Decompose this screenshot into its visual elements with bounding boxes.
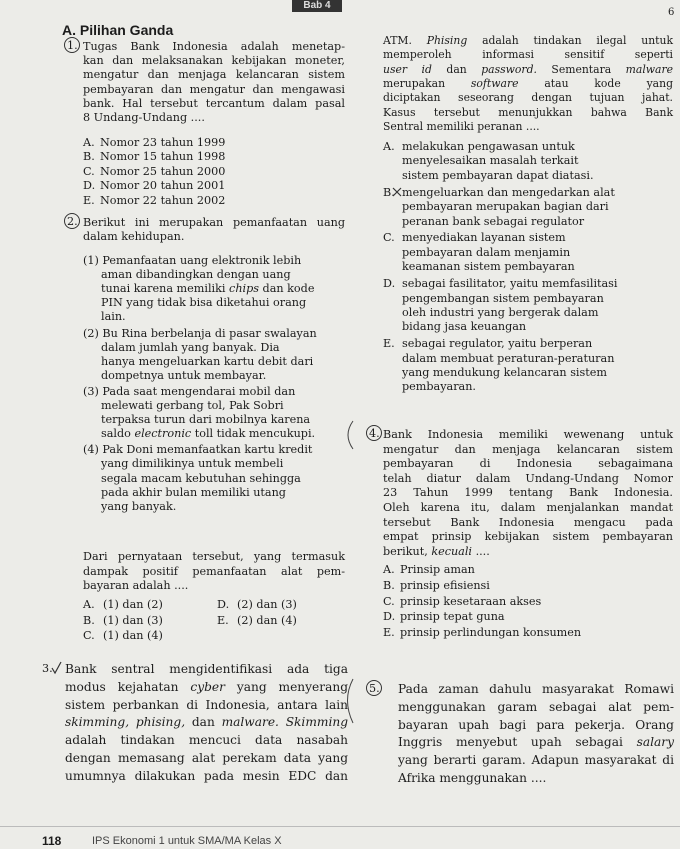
stem-line: kan dan melaksanakan kebijakan moneter, <box>83 54 345 68</box>
stem-line: Pada zaman dahulu masyarakat Romawi <box>398 682 674 696</box>
option-text: bidang jasa keuangan <box>402 320 527 334</box>
stem-line: berikut, kecuali .... <box>383 544 490 558</box>
q3-number: 3. <box>42 662 53 675</box>
option-letter: D. <box>383 277 396 291</box>
statement-line: melewati gerbang tol, Pak Sobri <box>101 399 284 412</box>
option-letter: C. <box>83 629 95 642</box>
answer-option[interactable] <box>217 614 297 628</box>
option-text: prinsip perlindungan konsumen <box>400 626 582 640</box>
stem-line: 23 Tahun 1999 tentang Bank Indonesia. <box>383 486 673 500</box>
stem-line: adalah tindakan mencuci data nasabah <box>65 733 348 748</box>
stem-line: mengatur dan menjaga kelancaran sistem <box>383 442 673 456</box>
option-letter: B. <box>383 578 395 592</box>
statement-line: dompetnya untuk membayar. <box>101 368 267 382</box>
option-text: dalam membuat peraturan-peraturan <box>402 351 615 365</box>
statement-line: yang banyak. <box>101 499 177 513</box>
statement-line: (3) Pada saat mengendarai mobil dan <box>83 384 296 398</box>
chapter-tab: Bab 4 <box>292 0 342 12</box>
statement-line: tunai karena memiliki chips dan kode <box>101 282 315 296</box>
stem-line: Kasus tersebut menunjukkan bahwa Bank <box>383 105 673 119</box>
option-text: pembayaran. <box>402 380 476 394</box>
q4-number: 4. <box>369 427 380 440</box>
statement-line: lain. <box>101 310 126 324</box>
stem-line: mengatur dan menjaga kelancaran sistem <box>83 68 345 82</box>
statement-line: hanya mengeluarkan kartu debit dari <box>101 354 314 368</box>
stem-line: user id dan password. Sementara malware <box>383 62 674 76</box>
option-text: melakukan pengawasan untuk <box>402 140 575 153</box>
stem-line: modus kejahatan cyber yang menyerang <box>65 679 348 694</box>
option-text: Nomor 15 tahun 1998 <box>100 150 226 164</box>
option-letter: E. <box>83 193 95 207</box>
answer-option[interactable] <box>83 629 163 643</box>
stem-line: empat prinsip kebijakan sistem pembayaran <box>383 530 673 544</box>
stem-line: memperoleh informasi sensitif seperti <box>383 48 673 62</box>
answer-option[interactable] <box>83 614 163 628</box>
stem-line: Bank Indonesia memiliki wewenang untuk <box>383 428 673 441</box>
option-text: sebagai fasilitator, yaitu memfasilitasi <box>402 277 618 291</box>
footer-page-number: 118 <box>42 834 62 848</box>
footer-divider <box>0 826 680 827</box>
statement-line: yang dimilikinya untuk membeli <box>101 457 284 471</box>
option-letter: E. <box>383 626 395 640</box>
statement-line: (4) Pak Doni memanfaatkan kartu kredit <box>83 443 313 457</box>
answer-option[interactable] <box>383 595 541 609</box>
option-text: (2) dan (4) <box>237 613 297 627</box>
option-letter: E. <box>217 613 229 627</box>
section-title: A. Pilihan Ganda <box>62 22 174 38</box>
statement-line: pada akhir bulan memiliki utang <box>101 485 286 499</box>
option-text: Nomor 20 tahun 2001 <box>100 179 226 193</box>
option-text: oleh industri yang bergerak dalam <box>402 305 599 319</box>
option-text: (1) dan (2) <box>103 598 163 611</box>
option-text: prinsip tepat guna <box>400 610 505 624</box>
stem-line: dengan memasang alat perekam data yang <box>65 751 348 765</box>
stem-line: Tugas Bank Indonesia adalah menetap- <box>83 40 345 53</box>
option-text: (1) dan (3) <box>103 613 163 627</box>
stem-line: sistem perbankan di Indonesia, antara lain <box>65 697 348 712</box>
option-letter: C. <box>83 164 95 178</box>
b-cross-mark <box>392 187 402 197</box>
option-text: Nomor 25 tahun 2000 <box>100 164 226 178</box>
stem-line: Berikut ini merupakan pemanfaatan uang <box>83 216 345 229</box>
option-letter: D. <box>83 179 96 193</box>
option-text: prinsip kesetaraan akses <box>400 594 542 608</box>
answer-option[interactable] <box>83 165 225 179</box>
answer-option[interactable] <box>83 598 163 612</box>
statement-line: dalam jumlah yang banyak. Dia <box>101 340 280 354</box>
option-letter: D. <box>217 598 230 611</box>
footer-book-title: IPS Ekonomi 1 untuk SMA/MA Kelas X <box>92 835 282 847</box>
stem-line: Inggris menyebut upah sebagai salary <box>398 735 674 750</box>
stem-line: yang berarti garam. Adapun masyarakat di <box>398 753 674 768</box>
stem-line: tersebut Bank Indonesia mengacu pada <box>383 515 673 529</box>
option-letter: C. <box>383 594 395 608</box>
option-letter: D. <box>383 610 396 624</box>
stem-line: pembayaran di Indonesia sebagaimana <box>383 457 673 471</box>
stem-line: bank. Hal tersebut tercantum dalam pasal <box>83 96 345 110</box>
option-text: sebagai regulator, yaitu berperan <box>402 337 593 351</box>
stem-line: telah diatur dalam Undang-Undang Nomor <box>383 471 673 485</box>
statement-line: aman dibandingkan dengan uang <box>101 268 291 282</box>
option-letter: C. <box>383 231 395 245</box>
option-text: (2) dan (3) <box>237 598 297 611</box>
option-text: sistem pembayaran dapat diatasi. <box>402 168 594 182</box>
option-letter: A. <box>383 140 395 153</box>
q2-number: 2. <box>67 215 78 228</box>
corner-mark: 6 <box>668 7 675 18</box>
stem-line: Afrika menggunakan .... <box>398 771 547 785</box>
stem-line: Sentral memiliki peranan .... <box>383 119 540 133</box>
statement-line: saldo electronic toll tidak mencukupi. <box>101 427 316 441</box>
option-text: menyediakan layanan sistem <box>402 231 566 245</box>
option-text: Prinsip aman <box>400 563 475 576</box>
option-text: pembayaran merupakan bagian dari <box>402 200 609 214</box>
q5-number: 5. <box>369 682 380 695</box>
stem-line: Oleh karena itu, dalam menjalankan mandat <box>383 501 673 514</box>
answer-option[interactable] <box>83 136 225 150</box>
stem-line: 8 Undang-Undang .... <box>83 111 205 124</box>
option-letter: A. <box>83 598 95 611</box>
option-text: peranan bank sebagai regulator <box>402 214 585 228</box>
option-letter: B. <box>383 185 395 199</box>
answer-option[interactable] <box>383 626 581 640</box>
answer-option[interactable] <box>383 579 490 593</box>
answer-option[interactable] <box>83 179 225 193</box>
question-line: dampak positif pemanfaatan alat pem- <box>83 564 345 578</box>
option-text: menyelesaikan masalah terkait <box>402 154 579 168</box>
answer-option[interactable] <box>83 150 225 164</box>
option-letter: A. <box>383 563 395 576</box>
stem-line: menggunakan garam sebagai alat pem- <box>398 699 674 714</box>
option-letter: B. <box>83 150 95 164</box>
answer-option[interactable] <box>83 194 225 208</box>
option-letter: B. <box>83 613 95 627</box>
option-text: Nomor 23 tahun 1999 <box>100 136 226 149</box>
option-text: pembayaran dalam menjamin <box>402 245 571 259</box>
statement-line: PIN yang tidak bisa diketahui orang <box>101 296 307 310</box>
statement-line: (1) Pemanfaatan uang elektronik lebih <box>83 254 302 267</box>
question-line: bayaran adalah .... <box>83 579 189 592</box>
pencil-bracket-mark-2 <box>340 420 354 450</box>
statement-line: terpaksa turun dari mobilnya karena <box>101 413 311 427</box>
option-letter: E. <box>383 337 395 351</box>
option-text: prinsip efisiensi <box>400 578 490 592</box>
option-text: Nomor 22 tahun 2002 <box>100 193 226 207</box>
stem-line: merupakan software atau kode yang <box>383 76 673 90</box>
stem-line: dalam kehidupan. <box>83 230 185 243</box>
stem-line: skimming, phising, dan malware. Skimming <box>65 715 348 730</box>
option-text: pengembangan sistem pembayaran <box>402 291 604 305</box>
answer-option[interactable] <box>383 610 505 624</box>
question-line: Dari pernyataan tersebut, yang termasuk <box>83 550 345 563</box>
stem-line: Bank sentral mengidentifikasi ada tiga <box>65 662 348 676</box>
stem-line: pembayaran dan mengatur dan mengawasi <box>83 82 345 96</box>
option-text: mengeluarkan dan mengedarkan alat <box>402 185 615 199</box>
option-text: keamanan sistem pembayaran <box>402 260 575 274</box>
answer-option[interactable] <box>383 563 475 577</box>
q1-number: 1. <box>67 39 78 52</box>
q3-check-mark <box>50 661 62 675</box>
option-letter: A. <box>83 136 95 149</box>
statement-line: (2) Bu Rina berbelanja di pasar swalayan <box>83 326 317 340</box>
option-text: yang mendukung kelancaran sistem <box>402 366 607 379</box>
pencil-bracket-mark <box>340 678 354 724</box>
answer-option[interactable] <box>217 598 297 612</box>
statement-line: segala macam kebutuhan sehingga <box>101 471 301 485</box>
stem-line: umumnya dilakukan pada mesin EDC dan <box>65 768 348 783</box>
stem-line: bayaran upah bagi para pekerja. Orang <box>398 717 674 732</box>
stem-line: ATM. Phising adalah tindakan ilegal untuk <box>383 34 673 47</box>
stem-line: diciptakan seseorang dengan tujuan jahat. <box>383 91 673 105</box>
option-text: (1) dan (4) <box>103 629 163 642</box>
